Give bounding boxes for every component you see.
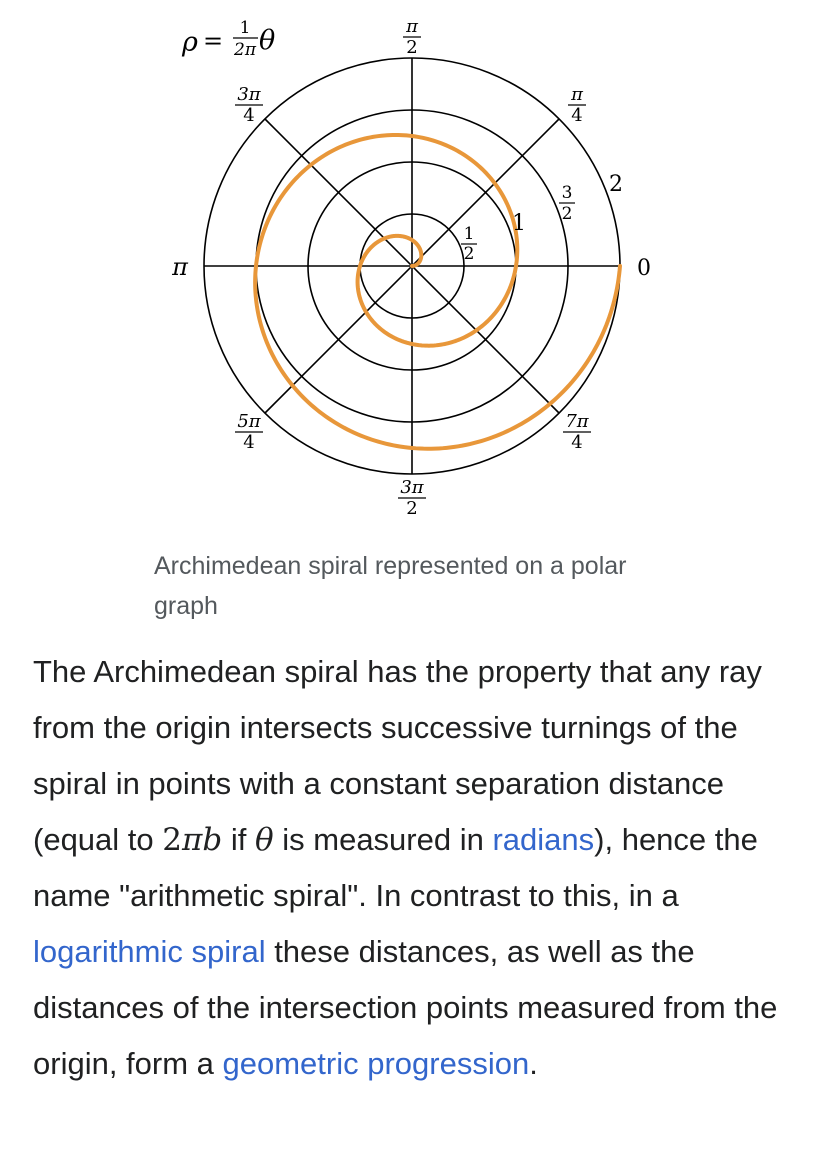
svg-text:1: 1: [463, 224, 475, 244]
equation-theta: θ: [259, 25, 276, 56]
math-theta: θ: [254, 822, 274, 858]
angle-label-3pi-over-2: [398, 477, 426, 519]
svg-text:7π: 7π: [565, 411, 589, 432]
paragraph-text: is measured in: [273, 822, 493, 857]
svg-text:π: π: [571, 84, 583, 105]
svg-text:2: 2: [561, 204, 573, 224]
radius-label-two: 2: [609, 172, 623, 197]
figure-caption: Archimedean spiral represented on a polar graph: [154, 552, 627, 620]
radius-label-half: [461, 224, 477, 264]
svg-text:5π: 5π: [237, 411, 261, 432]
angle-label-7pi-over-4: [563, 411, 591, 453]
svg-text:3: 3: [561, 183, 573, 203]
svg-text:4: 4: [243, 105, 255, 126]
svg-text:4: 4: [571, 432, 583, 453]
angle-label-pi-over-4: [568, 84, 586, 126]
paragraph-text: these distances, as well as the distances of the intersection points measured from the origin, form a: [33, 934, 778, 1081]
svg-text:2: 2: [463, 244, 475, 264]
svg-text:π: π: [406, 16, 418, 37]
paragraph-text: The Archimedean spiral has the property that any ray from the origin intersects successive turnings of the spiral in points with a constant separation distance (equal to: [33, 654, 762, 857]
svg-text:2: 2: [406, 37, 418, 58]
angle-label-pi: π: [172, 253, 188, 281]
angle-label-5pi-over-4: [235, 411, 263, 453]
polar-graph-figure: [0, 0, 828, 530]
equation-label: [181, 18, 275, 60]
svg-text:3π: 3π: [237, 84, 261, 105]
paragraph-text: if: [222, 822, 255, 857]
link-logarithmic-spiral[interactable]: logarithmic spiral: [33, 934, 266, 969]
angle-label-zero: 0: [637, 256, 651, 281]
equation-rho: ρ: [182, 27, 198, 58]
equation-denominator: 2π: [234, 40, 256, 60]
radius-label-one: 1: [512, 211, 526, 236]
angle-label-pi-over-2: [403, 16, 421, 58]
link-geometric-progression[interactable]: geometric progression: [222, 1046, 530, 1081]
svg-text:4: 4: [243, 432, 255, 453]
angle-label-3pi-over-4: [235, 84, 263, 126]
svg-text:4: 4: [571, 105, 583, 126]
math-2-pi-b: 2πb: [162, 822, 223, 858]
svg-text:3π: 3π: [400, 477, 424, 498]
link-radians[interactable]: radians: [492, 822, 595, 857]
radius-label-three-halves: [559, 183, 575, 224]
equation-numerator: 1: [239, 18, 251, 38]
polar-graph: [0, 0, 828, 530]
equation-equals: =: [203, 27, 224, 55]
svg-text:2: 2: [406, 498, 418, 519]
paragraph-text: .: [529, 1046, 538, 1081]
paragraph-text: ), hence the name "arithmetic spiral". In contrast to this, in a: [33, 822, 758, 913]
article-paragraph: [33, 644, 808, 1092]
